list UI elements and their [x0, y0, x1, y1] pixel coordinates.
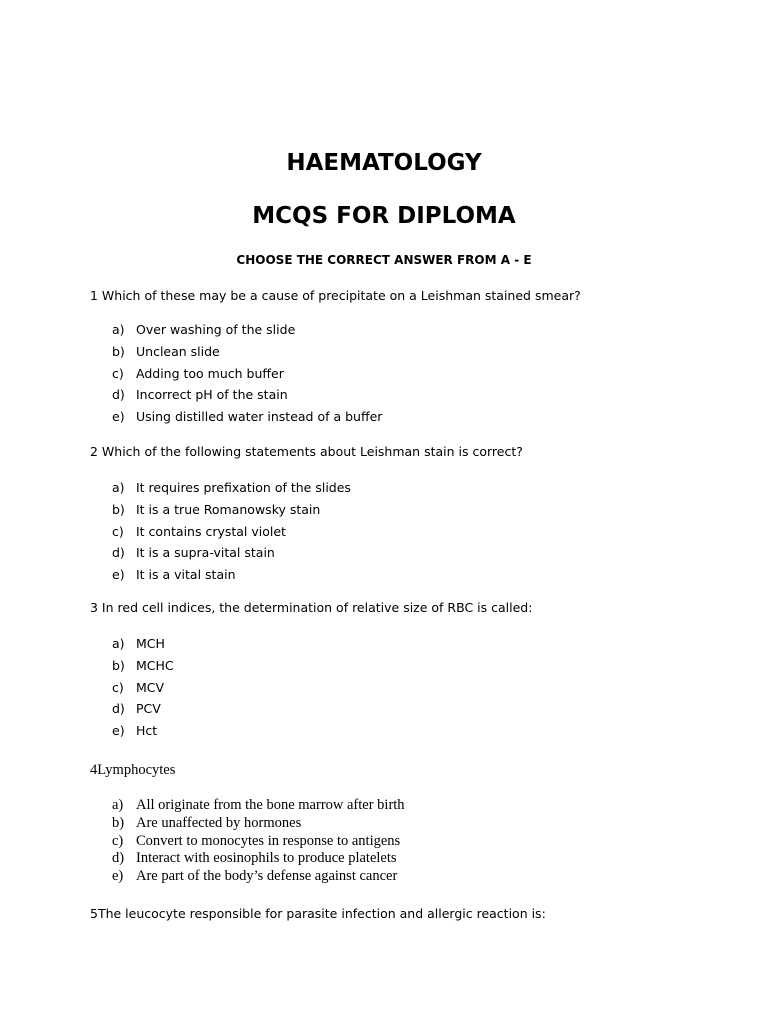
option-letter: c)	[112, 523, 124, 539]
option-item	[112, 363, 382, 385]
option-item	[112, 720, 174, 742]
option-letter: d)	[112, 387, 125, 403]
question-5: 5The leucocyte responsible for parasite infection and allergic reaction is:	[90, 906, 546, 921]
option-letter: a)	[112, 480, 125, 495]
document-subtitle: MCQS FOR DIPLOMA	[252, 203, 516, 229]
question-3-options	[112, 633, 174, 742]
option-letter: c)	[112, 365, 124, 381]
option-text: It contains crystal violet	[136, 523, 286, 539]
option-text: Unclean slide	[136, 343, 220, 359]
option-text: MCV	[136, 679, 165, 695]
question-4-options	[112, 797, 405, 886]
option-text: All originate from the bone marrow after birth	[136, 797, 405, 813]
option-letter: b)	[112, 657, 125, 673]
option-letter: b)	[112, 814, 125, 831]
option-text: Adding too much buffer	[136, 365, 284, 381]
option-item	[112, 542, 351, 564]
option-text: Using distilled water instead of a buffer	[136, 409, 383, 425]
option-text: Hct	[136, 723, 158, 739]
option-item	[112, 655, 174, 677]
option-text: Over washing of the slide	[136, 322, 296, 337]
option-letter: d)	[112, 850, 125, 867]
question-1: 1 Which of these may be a cause of precipitate on a Leishman stained smear?	[90, 288, 581, 303]
option-item	[112, 477, 351, 499]
question-3: 3 In red cell indices, the determination of relative size of RBC is called:	[90, 600, 533, 615]
option-text: Incorrect pH of the stain	[136, 387, 288, 403]
option-text: It is a supra-vital stain	[136, 545, 275, 561]
option-item	[112, 341, 382, 363]
question-2-options	[112, 477, 351, 586]
option-letter: b)	[112, 343, 125, 359]
option-text: MCHC	[136, 657, 174, 673]
option-item	[112, 815, 405, 833]
option-text: It requires prefixation of the slides	[136, 480, 351, 495]
option-item	[112, 850, 405, 868]
option-letter: e)	[112, 723, 125, 739]
option-item	[112, 833, 405, 851]
option-text: It is a true Romanowsky stain	[136, 501, 321, 517]
document-title: HAEMATOLOGY	[286, 150, 482, 176]
option-letter: e)	[112, 868, 124, 885]
option-letter: a)	[112, 322, 125, 337]
option-item	[112, 797, 405, 815]
option-text: It is a vital stain	[136, 567, 236, 583]
option-item	[112, 564, 351, 586]
option-item	[112, 406, 382, 428]
question-1-options	[112, 319, 382, 428]
option-letter: e)	[112, 409, 125, 425]
option-item	[112, 698, 174, 720]
option-text: PCV	[136, 701, 161, 717]
option-item	[112, 633, 174, 655]
option-text: Interact with eosinophils to produce platelets	[136, 850, 397, 867]
option-letter: c)	[112, 679, 124, 695]
option-text: Are part of the body’s defense against cancer	[136, 868, 398, 885]
option-item	[112, 677, 174, 699]
option-letter: d)	[112, 545, 125, 561]
option-item	[112, 319, 382, 341]
option-letter: e)	[112, 567, 125, 583]
option-letter: a)	[112, 636, 125, 651]
option-letter: c)	[112, 832, 124, 849]
option-letter: a)	[112, 797, 124, 813]
option-item	[112, 868, 405, 886]
option-item	[112, 384, 382, 406]
option-letter: d)	[112, 701, 125, 717]
option-text: Are unaffected by hormones	[136, 814, 302, 831]
option-item	[112, 521, 351, 543]
question-2: 2 Which of the following statements about Leishman stain is correct?	[90, 444, 523, 459]
option-text: MCH	[136, 636, 165, 651]
instruction-text: CHOOSE THE CORRECT ANSWER FROM A - E	[236, 253, 532, 267]
option-text: Convert to monocytes in response to antigens	[136, 832, 401, 849]
option-letter: b)	[112, 501, 125, 517]
question-4: 4Lymphocytes	[90, 762, 176, 778]
option-item	[112, 499, 351, 521]
